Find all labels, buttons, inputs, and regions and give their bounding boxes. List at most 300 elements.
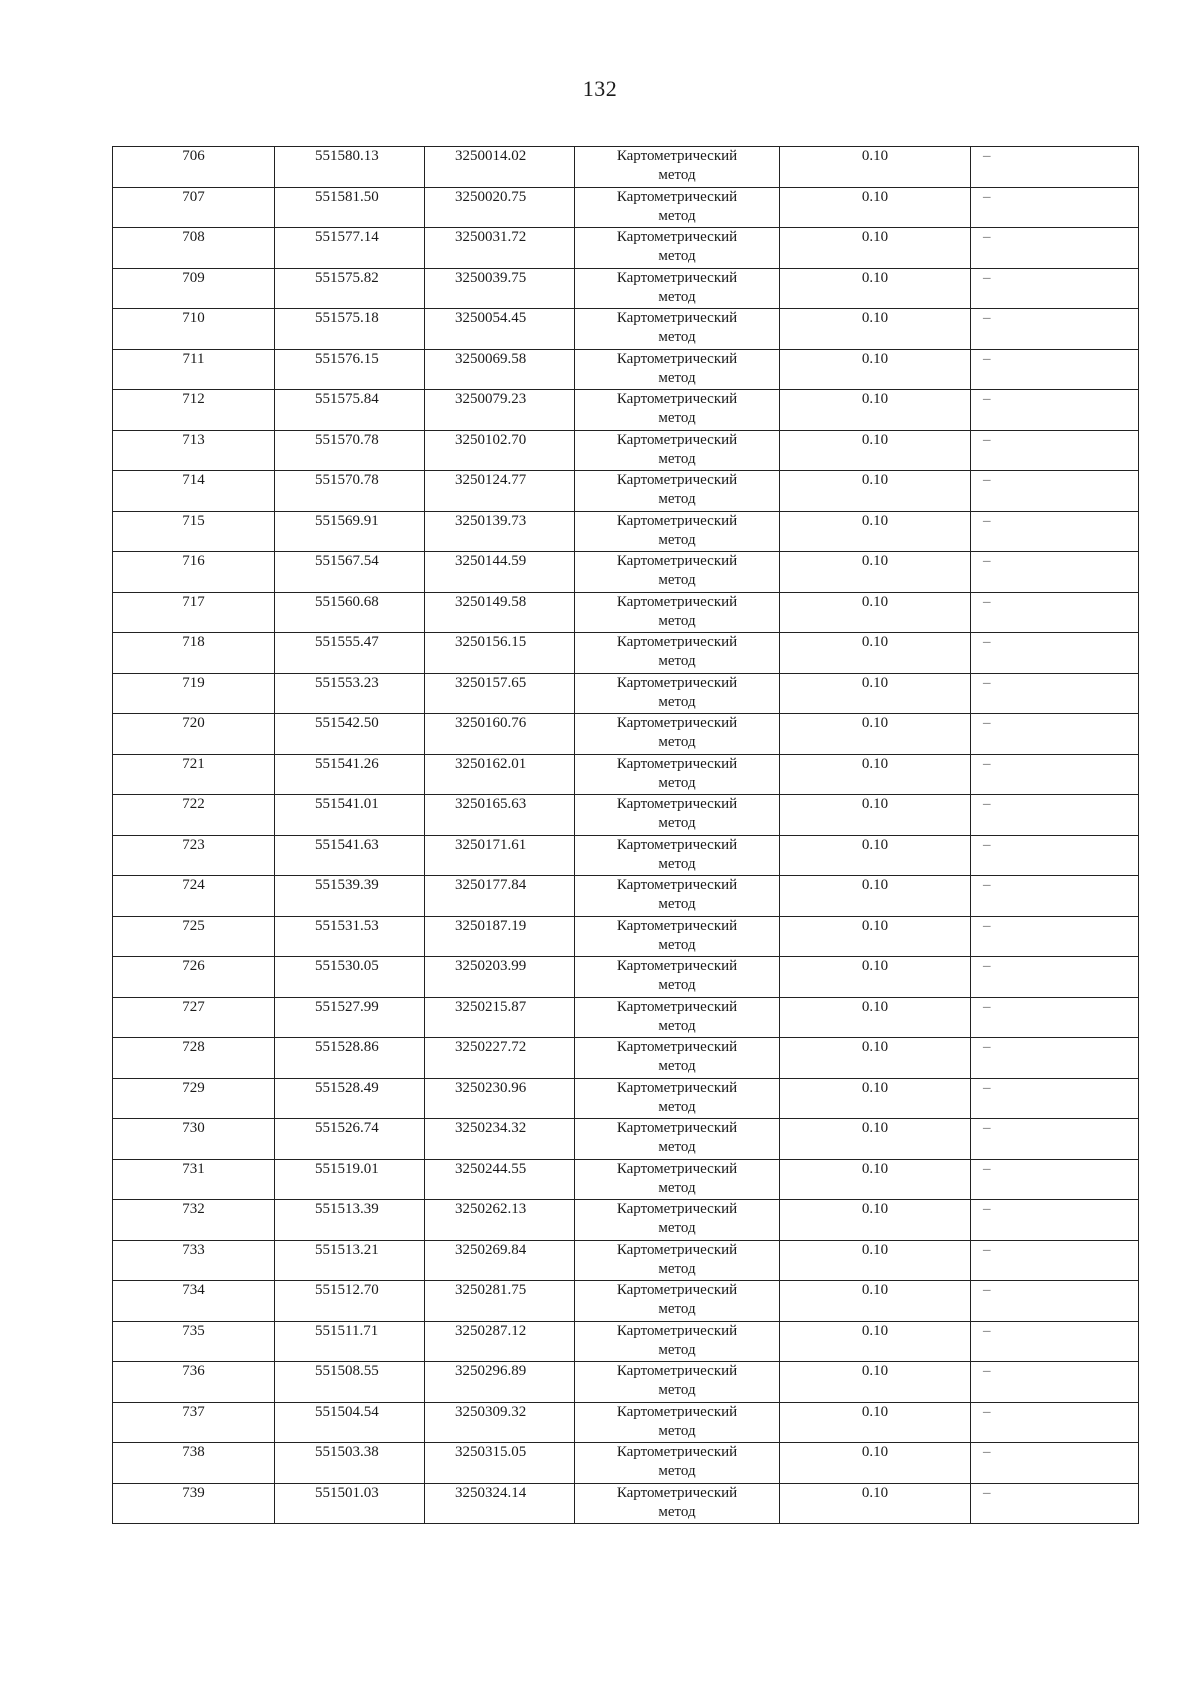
point-number-cell: 734 <box>113 1281 275 1322</box>
x-coordinate-cell: 551542.50 <box>275 714 425 755</box>
description-cell: – <box>971 1038 1139 1079</box>
table-row <box>113 876 1139 917</box>
table-row <box>113 228 1139 269</box>
method-line-2: метод <box>658 896 696 912</box>
method-line-1: Картометрический <box>616 1201 738 1217</box>
accuracy-cell: 0.10 <box>780 1200 971 1241</box>
y-coordinate-cell: 3250144.59 <box>425 552 575 593</box>
y-coordinate-cell: 3250139.73 <box>425 511 575 552</box>
accuracy-cell: 0.10 <box>780 228 971 269</box>
accuracy-cell: 0.10 <box>780 349 971 390</box>
method-line-1: Картометрический <box>616 796 738 812</box>
x-coordinate-cell: 551541.26 <box>275 754 425 795</box>
accuracy-cell: 0.10 <box>780 997 971 1038</box>
method-cell <box>575 471 780 512</box>
description-cell: – <box>971 673 1139 714</box>
description-cell: – <box>971 1362 1139 1403</box>
accuracy-cell: 0.10 <box>780 1119 971 1160</box>
method-line-2: метод <box>658 774 696 791</box>
method-line-2: метод <box>658 1179 696 1196</box>
method-line-1: Картометрический <box>616 553 738 569</box>
method-cell <box>575 1200 780 1241</box>
accuracy-cell: 0.10 <box>780 835 971 876</box>
method-line-2: метод <box>658 1220 696 1236</box>
method-line-1: Картометрический <box>616 877 738 893</box>
method-line-2: метод <box>658 207 696 224</box>
method-line-1: Картометрический <box>616 1484 738 1501</box>
table-row <box>113 430 1139 471</box>
table-row <box>113 511 1139 552</box>
x-coordinate-cell: 551528.86 <box>275 1038 425 1079</box>
method-line-1: Картометрический <box>616 998 738 1015</box>
description-cell: – <box>971 633 1139 674</box>
method-cell <box>575 592 780 633</box>
table-row <box>113 795 1139 836</box>
y-coordinate-cell: 3250262.13 <box>425 1200 575 1241</box>
method-line-1: Картометрический <box>616 310 738 326</box>
accuracy-cell: 0.10 <box>780 673 971 714</box>
y-coordinate-cell: 3250281.75 <box>425 1281 575 1322</box>
x-coordinate-cell: 551508.55 <box>275 1362 425 1403</box>
point-number-cell: 706 <box>113 147 275 188</box>
method-line-2: метод <box>658 491 696 507</box>
method-line-1: Картометрический <box>616 350 738 367</box>
accuracy-cell: 0.10 <box>780 309 971 350</box>
y-coordinate-cell: 3250124.77 <box>425 471 575 512</box>
table-row <box>113 592 1139 633</box>
y-coordinate-cell: 3250244.55 <box>425 1159 575 1200</box>
y-coordinate-cell: 3250269.84 <box>425 1240 575 1281</box>
table-row <box>113 1483 1139 1524</box>
method-line-2: метод <box>658 1382 696 1398</box>
method-cell <box>575 268 780 309</box>
description-cell: – <box>971 1443 1139 1484</box>
accuracy-cell: 0.10 <box>780 1483 971 1524</box>
y-coordinate-cell: 3250054.45 <box>425 309 575 350</box>
x-coordinate-cell: 551527.99 <box>275 997 425 1038</box>
method-cell <box>575 1362 780 1403</box>
description-cell: – <box>971 1200 1139 1241</box>
method-cell <box>575 187 780 228</box>
table-row <box>113 390 1139 431</box>
description-cell: – <box>971 754 1139 795</box>
table-row <box>113 552 1139 593</box>
description-cell: – <box>971 430 1139 471</box>
method-cell <box>575 390 780 431</box>
point-number-cell: 719 <box>113 673 275 714</box>
method-cell <box>575 430 780 471</box>
table-row <box>113 916 1139 957</box>
method-cell <box>575 1038 780 1079</box>
method-line-1: Картометрический <box>616 269 738 286</box>
x-coordinate-cell: 551513.39 <box>275 1200 425 1241</box>
y-coordinate-cell: 3250234.32 <box>425 1119 575 1160</box>
method-line-2: метод <box>658 855 696 872</box>
x-coordinate-cell: 551575.18 <box>275 309 425 350</box>
description-cell: – <box>971 876 1139 917</box>
y-coordinate-cell: 3250162.01 <box>425 754 575 795</box>
point-number-cell: 720 <box>113 714 275 755</box>
point-number-cell: 708 <box>113 228 275 269</box>
table-row <box>113 1443 1139 1484</box>
method-cell <box>575 1119 780 1160</box>
method-line-1: Картометрический <box>616 674 738 691</box>
y-coordinate-cell: 3250160.76 <box>425 714 575 755</box>
x-coordinate-cell: 551512.70 <box>275 1281 425 1322</box>
method-cell <box>575 309 780 350</box>
x-coordinate-cell: 551526.74 <box>275 1119 425 1160</box>
method-line-1: Картометрический <box>616 148 738 164</box>
accuracy-cell: 0.10 <box>780 268 971 309</box>
point-number-cell: 737 <box>113 1402 275 1443</box>
method-line-2: метод <box>658 369 696 386</box>
description-cell: – <box>971 1119 1139 1160</box>
accuracy-cell: 0.10 <box>780 552 971 593</box>
description-cell: – <box>971 552 1139 593</box>
description-cell: – <box>971 957 1139 998</box>
accuracy-cell: 0.10 <box>780 1240 971 1281</box>
description-cell: – <box>971 471 1139 512</box>
table-row <box>113 349 1139 390</box>
x-coordinate-cell: 551504.54 <box>275 1402 425 1443</box>
method-cell <box>575 997 780 1038</box>
method-cell <box>575 633 780 674</box>
method-cell <box>575 673 780 714</box>
method-line-2: метод <box>658 450 696 467</box>
x-coordinate-cell: 551570.78 <box>275 430 425 471</box>
accuracy-cell: 0.10 <box>780 1078 971 1119</box>
x-coordinate-cell: 551575.84 <box>275 390 425 431</box>
y-coordinate-cell: 3250230.96 <box>425 1078 575 1119</box>
accuracy-cell: 0.10 <box>780 633 971 674</box>
table-row <box>113 268 1139 309</box>
description-cell: – <box>971 309 1139 350</box>
method-line-1: Картометрический <box>616 472 738 488</box>
y-coordinate-cell: 3250156.15 <box>425 633 575 674</box>
method-line-1: Картометрический <box>616 958 738 974</box>
x-coordinate-cell: 551501.03 <box>275 1483 425 1524</box>
method-line-1: Картометрический <box>616 431 738 448</box>
y-coordinate-cell: 3250079.23 <box>425 390 575 431</box>
x-coordinate-cell: 551511.71 <box>275 1321 425 1362</box>
method-cell <box>575 552 780 593</box>
method-cell <box>575 876 780 917</box>
method-line-2: метод <box>658 1422 696 1439</box>
method-line-2: метод <box>658 531 696 548</box>
table-row <box>113 1119 1139 1160</box>
table-row <box>113 835 1139 876</box>
x-coordinate-cell: 551577.14 <box>275 228 425 269</box>
description-cell: – <box>971 147 1139 188</box>
accuracy-cell: 0.10 <box>780 1159 971 1200</box>
method-cell <box>575 1443 780 1484</box>
y-coordinate-cell: 3250309.32 <box>425 1402 575 1443</box>
description-cell: – <box>971 268 1139 309</box>
table-row <box>113 957 1139 998</box>
method-cell <box>575 916 780 957</box>
y-coordinate-cell: 3250227.72 <box>425 1038 575 1079</box>
coordinates-table-body <box>113 147 1139 1524</box>
accuracy-cell: 0.10 <box>780 511 971 552</box>
method-cell <box>575 1281 780 1322</box>
description-cell: – <box>971 1159 1139 1200</box>
description-cell: – <box>971 916 1139 957</box>
accuracy-cell: 0.10 <box>780 592 971 633</box>
point-number-cell: 728 <box>113 1038 275 1079</box>
accuracy-cell: 0.10 <box>780 957 971 998</box>
method-line-1: Картометрический <box>616 836 738 853</box>
x-coordinate-cell: 551513.21 <box>275 1240 425 1281</box>
method-line-1: Картометрический <box>616 1120 738 1136</box>
method-line-1: Картометрический <box>616 1282 738 1298</box>
coordinates-table <box>112 146 1139 1524</box>
accuracy-cell: 0.10 <box>780 471 971 512</box>
table-row <box>113 1281 1139 1322</box>
method-cell <box>575 1240 780 1281</box>
method-line-1: Картометрический <box>616 1241 738 1258</box>
accuracy-cell: 0.10 <box>780 1402 971 1443</box>
method-line-2: метод <box>658 167 696 183</box>
method-line-1: Картометрический <box>616 1444 738 1460</box>
method-line-2: метод <box>658 612 696 629</box>
method-cell <box>575 957 780 998</box>
description-cell: – <box>971 714 1139 755</box>
method-line-2: метод <box>658 1260 696 1277</box>
table-row <box>113 187 1139 228</box>
method-line-2: метод <box>658 653 696 669</box>
point-number-cell: 739 <box>113 1483 275 1524</box>
method-line-2: метод <box>658 410 696 426</box>
point-number-cell: 723 <box>113 835 275 876</box>
method-line-1: Картометрический <box>616 1160 738 1177</box>
description-cell: – <box>971 511 1139 552</box>
method-line-2: метод <box>658 1463 696 1479</box>
table-row <box>113 147 1139 188</box>
point-number-cell: 712 <box>113 390 275 431</box>
description-cell: – <box>971 1281 1139 1322</box>
point-number-cell: 736 <box>113 1362 275 1403</box>
description-cell: – <box>971 1321 1139 1362</box>
x-coordinate-cell: 551553.23 <box>275 673 425 714</box>
method-line-1: Картометрический <box>616 715 738 731</box>
method-line-2: метод <box>658 734 696 750</box>
point-number-cell: 732 <box>113 1200 275 1241</box>
method-cell <box>575 1159 780 1200</box>
method-line-2: метод <box>658 693 696 710</box>
method-line-2: метод <box>658 288 696 305</box>
x-coordinate-cell: 551575.82 <box>275 268 425 309</box>
y-coordinate-cell: 3250069.58 <box>425 349 575 390</box>
x-coordinate-cell: 551531.53 <box>275 916 425 957</box>
description-cell: – <box>971 997 1139 1038</box>
point-number-cell: 738 <box>113 1443 275 1484</box>
point-number-cell: 721 <box>113 754 275 795</box>
x-coordinate-cell: 551530.05 <box>275 957 425 998</box>
accuracy-cell: 0.10 <box>780 795 971 836</box>
x-coordinate-cell: 551576.15 <box>275 349 425 390</box>
y-coordinate-cell: 3250039.75 <box>425 268 575 309</box>
y-coordinate-cell: 3250014.02 <box>425 147 575 188</box>
point-number-cell: 729 <box>113 1078 275 1119</box>
description-cell: – <box>971 349 1139 390</box>
y-coordinate-cell: 3250324.14 <box>425 1483 575 1524</box>
description-cell: – <box>971 228 1139 269</box>
y-coordinate-cell: 3250287.12 <box>425 1321 575 1362</box>
method-line-1: Картометрический <box>616 188 738 205</box>
accuracy-cell: 0.10 <box>780 754 971 795</box>
point-number-cell: 707 <box>113 187 275 228</box>
method-line-1: Картометрический <box>616 391 738 407</box>
y-coordinate-cell: 3250020.75 <box>425 187 575 228</box>
method-cell <box>575 1402 780 1443</box>
accuracy-cell: 0.10 <box>780 714 971 755</box>
accuracy-cell: 0.10 <box>780 147 971 188</box>
accuracy-cell: 0.10 <box>780 1362 971 1403</box>
description-cell: – <box>971 592 1139 633</box>
description-cell: – <box>971 1402 1139 1443</box>
accuracy-cell: 0.10 <box>780 187 971 228</box>
method-line-1: Картометрический <box>616 1363 738 1379</box>
table-row <box>113 1402 1139 1443</box>
point-number-cell: 727 <box>113 997 275 1038</box>
y-coordinate-cell: 3250171.61 <box>425 835 575 876</box>
method-line-2: метод <box>658 1341 696 1358</box>
method-line-2: метод <box>658 1098 696 1115</box>
accuracy-cell: 0.10 <box>780 916 971 957</box>
accuracy-cell: 0.10 <box>780 1281 971 1322</box>
point-number-cell: 711 <box>113 349 275 390</box>
method-line-2: метод <box>658 572 696 588</box>
point-number-cell: 735 <box>113 1321 275 1362</box>
x-coordinate-cell: 551560.68 <box>275 592 425 633</box>
accuracy-cell: 0.10 <box>780 1038 971 1079</box>
method-line-1: Картометрический <box>616 1322 738 1339</box>
method-line-1: Картометрический <box>616 593 738 610</box>
method-line-2: метод <box>658 1503 696 1520</box>
method-cell <box>575 147 780 188</box>
y-coordinate-cell: 3250177.84 <box>425 876 575 917</box>
point-number-cell: 715 <box>113 511 275 552</box>
x-coordinate-cell: 551569.91 <box>275 511 425 552</box>
method-line-1: Картометрический <box>616 634 738 650</box>
description-cell: – <box>971 1483 1139 1524</box>
method-line-2: метод <box>658 936 696 953</box>
point-number-cell: 714 <box>113 471 275 512</box>
method-line-2: метод <box>658 1301 696 1317</box>
method-line-1: Картометрический <box>616 1039 738 1055</box>
x-coordinate-cell: 551580.13 <box>275 147 425 188</box>
description-cell: – <box>971 187 1139 228</box>
accuracy-cell: 0.10 <box>780 390 971 431</box>
method-cell <box>575 835 780 876</box>
y-coordinate-cell: 3250215.87 <box>425 997 575 1038</box>
accuracy-cell: 0.10 <box>780 430 971 471</box>
table-row <box>113 1362 1139 1403</box>
table-row <box>113 754 1139 795</box>
accuracy-cell: 0.10 <box>780 1321 971 1362</box>
method-cell <box>575 511 780 552</box>
method-line-1: Картометрический <box>616 512 738 529</box>
table-row <box>113 997 1139 1038</box>
point-number-cell: 730 <box>113 1119 275 1160</box>
method-line-2: метод <box>658 1058 696 1074</box>
y-coordinate-cell: 3250157.65 <box>425 673 575 714</box>
y-coordinate-cell: 3250203.99 <box>425 957 575 998</box>
table-row <box>113 714 1139 755</box>
y-coordinate-cell: 3250187.19 <box>425 916 575 957</box>
method-line-1: Картометрический <box>616 229 738 245</box>
y-coordinate-cell: 3250031.72 <box>425 228 575 269</box>
description-cell: – <box>971 795 1139 836</box>
point-number-cell: 726 <box>113 957 275 998</box>
method-line-2: метод <box>658 1017 696 1034</box>
method-line-1: Картометрический <box>616 1079 738 1096</box>
y-coordinate-cell: 3250165.63 <box>425 795 575 836</box>
x-coordinate-cell: 551581.50 <box>275 187 425 228</box>
method-cell <box>575 1483 780 1524</box>
accuracy-cell: 0.10 <box>780 1443 971 1484</box>
description-cell: – <box>971 835 1139 876</box>
method-cell <box>575 714 780 755</box>
point-number-cell: 713 <box>113 430 275 471</box>
point-number-cell: 733 <box>113 1240 275 1281</box>
method-cell <box>575 349 780 390</box>
table-row <box>113 633 1139 674</box>
method-cell <box>575 1321 780 1362</box>
method-line-2: метод <box>658 329 696 345</box>
description-cell: – <box>971 1240 1139 1281</box>
table-row <box>113 1038 1139 1079</box>
point-number-cell: 718 <box>113 633 275 674</box>
x-coordinate-cell: 551528.49 <box>275 1078 425 1119</box>
page-number: 132 <box>582 76 618 101</box>
method-cell <box>575 1078 780 1119</box>
y-coordinate-cell: 3250102.70 <box>425 430 575 471</box>
method-cell <box>575 754 780 795</box>
table-row <box>113 673 1139 714</box>
point-number-cell: 717 <box>113 592 275 633</box>
point-number-cell: 725 <box>113 916 275 957</box>
x-coordinate-cell: 551555.47 <box>275 633 425 674</box>
method-line-2: метод <box>658 815 696 831</box>
method-line-2: метод <box>658 977 696 993</box>
x-coordinate-cell: 551503.38 <box>275 1443 425 1484</box>
x-coordinate-cell: 551541.63 <box>275 835 425 876</box>
table-row <box>113 471 1139 512</box>
y-coordinate-cell: 3250149.58 <box>425 592 575 633</box>
method-line-2: метод <box>658 1139 696 1155</box>
table-row <box>113 1240 1139 1281</box>
table-row <box>113 1321 1139 1362</box>
point-number-cell: 724 <box>113 876 275 917</box>
method-line-2: метод <box>658 248 696 264</box>
table-row <box>113 1078 1139 1119</box>
method-cell <box>575 795 780 836</box>
x-coordinate-cell: 551519.01 <box>275 1159 425 1200</box>
x-coordinate-cell: 551567.54 <box>275 552 425 593</box>
accuracy-cell: 0.10 <box>780 876 971 917</box>
point-number-cell: 709 <box>113 268 275 309</box>
point-number-cell: 722 <box>113 795 275 836</box>
table-row <box>113 1159 1139 1200</box>
x-coordinate-cell: 551541.01 <box>275 795 425 836</box>
description-cell: – <box>971 390 1139 431</box>
point-number-cell: 710 <box>113 309 275 350</box>
method-line-1: Картометрический <box>616 917 738 934</box>
x-coordinate-cell: 551539.39 <box>275 876 425 917</box>
y-coordinate-cell: 3250296.89 <box>425 1362 575 1403</box>
method-line-1: Картометрический <box>616 755 738 772</box>
